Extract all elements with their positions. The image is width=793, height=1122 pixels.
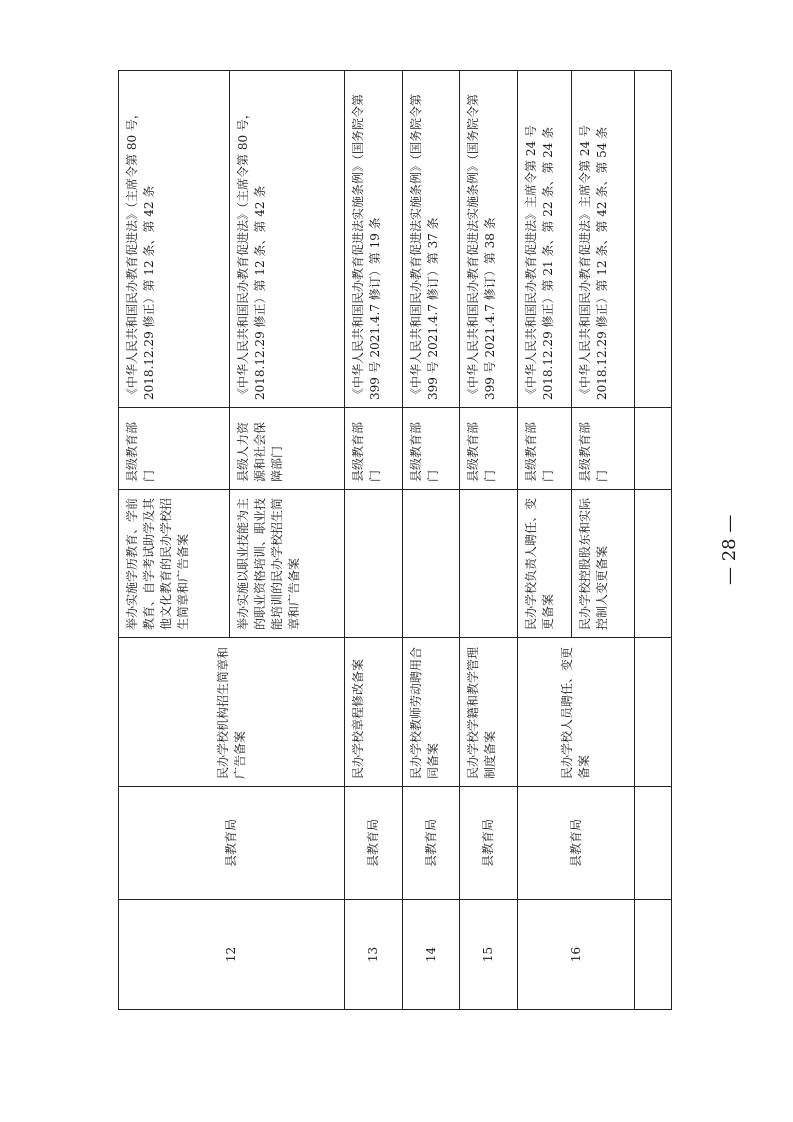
row-number: 15 <box>460 900 518 1010</box>
table-row-empty <box>635 71 672 1010</box>
table-row-15 <box>460 71 518 1010</box>
sub-item-cell <box>403 490 460 638</box>
agency-cell: 县级人力资源和社会保障部门 <box>230 408 345 490</box>
sub-item-cell: 举办实施以职业技能为主的职业资格培训、职业技能培训的民办学校招生简章和广告备案 <box>230 490 345 638</box>
sub-item-cell: 举办实施学历教育、学前教育、自学考试助学及其他文化教育的民办学校招生简章和广告备案 <box>119 490 230 638</box>
department-cell: 县教育局 <box>119 787 345 900</box>
table-row-14 <box>403 71 460 1010</box>
department-cell: 县教育局 <box>403 787 460 900</box>
legal-basis-cell: 《中华人民共和国民办教育促进法》主席令第 24 号 2018.12.29 修正）第 21 条、第 22 条、第 24 条 <box>518 71 572 408</box>
sub-item-cell: 民办学校控股股东和实际控制人变更备案 <box>572 490 635 638</box>
sub-item-cell <box>460 490 518 638</box>
item-name-cell: 民办学校教师劳动聘用合同备案 <box>403 638 460 787</box>
empty-cell <box>635 71 672 408</box>
legal-basis-cell: 《中华人民共和国民办教育促进法实施条例》（国务院令第 399 号 2021.4.7 修订）第 37 条 <box>403 71 460 408</box>
empty-cell <box>635 900 672 1010</box>
sub-item-cell: 民办学校负责人聘任、变更备案 <box>518 490 572 638</box>
department-cell: 县教育局 <box>460 787 518 900</box>
department-cell: 县教育局 <box>345 787 403 900</box>
empty-cell <box>635 787 672 900</box>
agency-cell: 县级教育部门 <box>345 408 403 490</box>
agency-cell: 县级教育部门 <box>518 408 572 490</box>
catalog-table <box>118 70 672 1010</box>
agency-cell: 县级教育部门 <box>460 408 518 490</box>
legal-basis-cell: 《中华人民共和国民办教育促进法》主席令第 24 号 2018.12.29 修正）第 12 条、第 42 条、第 54 条 <box>572 71 635 408</box>
agency-cell: 县级教育部门 <box>572 408 635 490</box>
legal-basis-cell: 《中华人民共和国民办教育促进法实施条例》（国务院令第 399 号 2021.4.7 修订）第 38 条 <box>460 71 518 408</box>
row-number: 13 <box>345 900 403 1010</box>
row-number: 14 <box>403 900 460 1010</box>
empty-cell <box>635 408 672 490</box>
table-row-13 <box>345 71 403 1010</box>
row-number: 12 <box>119 900 345 1010</box>
item-name-cell: 民办学校章程修改备案 <box>345 638 403 787</box>
empty-cell <box>635 638 672 787</box>
item-name-cell: 民办学校机构招生简章和广告备案 <box>119 638 345 787</box>
item-name-cell: 民办学校学籍和教学管理制度备案 <box>460 638 518 787</box>
table-row-12 <box>119 71 230 1010</box>
page-number: — 28 — <box>719 514 740 585</box>
legal-basis-cell: 《中华人民共和国民办教育促进法》（主席令第 80 号，2018.12.29 修正）第 12 条、第 42 条 <box>119 71 230 408</box>
agency-cell: 县级教育部门 <box>119 408 230 490</box>
empty-cell <box>635 490 672 638</box>
row-number: 16 <box>518 900 635 1010</box>
legal-basis-cell: 《中华人民共和国民办教育促进法》（主席令第 80 号，2018.12.29 修正）第 12 条、第 42 条 <box>230 71 345 408</box>
department-cell: 县教育局 <box>518 787 635 900</box>
legal-basis-cell: 《中华人民共和国民办教育促进法实施条例》（国务院令第 399 号 2021.4.7 修订）第 19 条 <box>345 71 403 408</box>
agency-cell: 县级教育部门 <box>403 408 460 490</box>
sub-item-cell <box>345 490 403 638</box>
table-row-16 <box>518 71 572 1010</box>
item-name-cell: 民办学校人员聘任、变更备案 <box>518 638 635 787</box>
